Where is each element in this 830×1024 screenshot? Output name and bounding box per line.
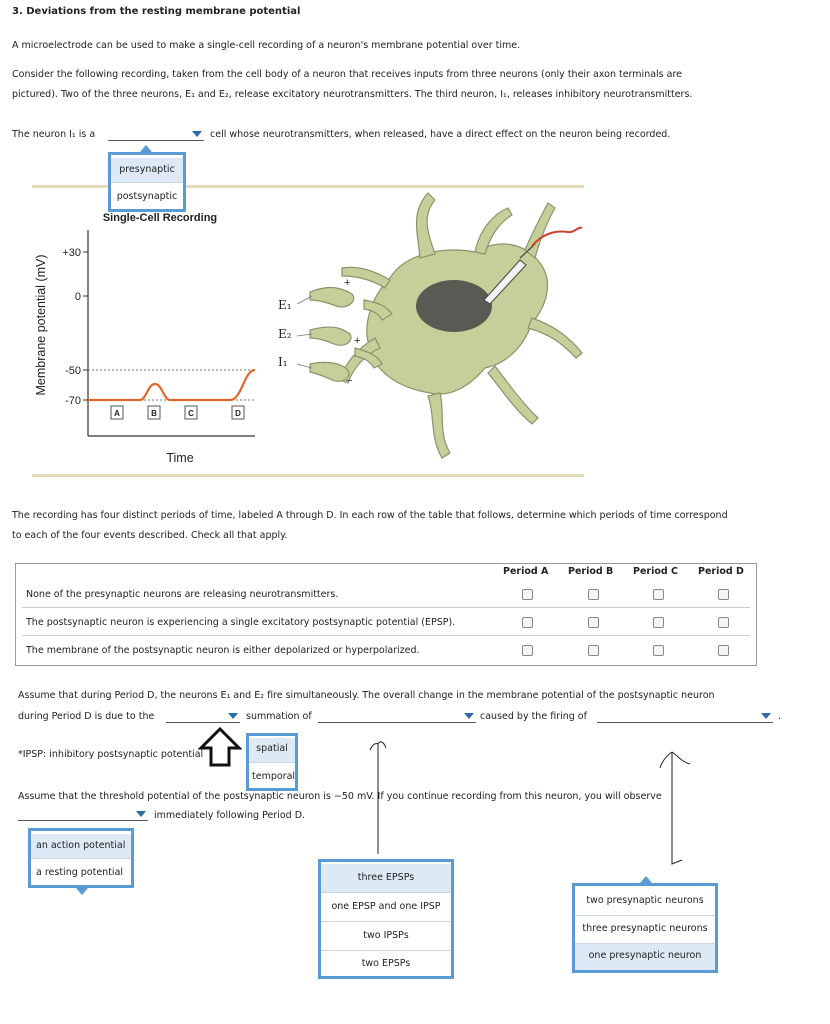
option-spatial[interactable]: [249, 738, 295, 763]
sign-e1: +: [344, 277, 351, 289]
annotation-line-2: [650, 742, 700, 874]
table-header-period-d: Period D: [698, 566, 744, 577]
psp-options-popup: [318, 859, 454, 979]
checkbox-row3-c[interactable]: [653, 645, 664, 656]
row-label: The membrane of the postsynaptic neuron is either depolarized or hyperpolarized.: [26, 645, 420, 656]
q1-popup-caret: [140, 145, 152, 152]
summation-options-popup: [246, 733, 298, 791]
q1-option-presynaptic-label: presynaptic: [119, 164, 175, 175]
q1-suffix: cell whose neurotransmitters, when released, have a direct effect on the neuron being recorded.: [210, 129, 671, 140]
para2-line-2: to each of the four events described. Check all that apply.: [12, 530, 288, 541]
label-e1: E₁: [278, 298, 292, 312]
chevron-down-icon: [761, 713, 771, 719]
x-axis-label: Time: [166, 451, 194, 465]
option-two-epsps[interactable]: [321, 951, 451, 977]
tick-label-30: +30: [62, 247, 81, 259]
q1-option-postsynaptic-label: postsynaptic: [116, 191, 178, 202]
single-cell-recording-chart: [0, 200, 280, 470]
sign-e2: +: [354, 335, 361, 347]
row-label: None of the presynaptic neurons are releasing neurotransmitters.: [26, 589, 339, 600]
checkbox-row1-a[interactable]: [522, 589, 533, 600]
period-table: [15, 563, 757, 666]
divider-bottom: [32, 474, 584, 477]
period-label-d: D: [235, 409, 241, 418]
intro-line-3: pictured). Two of the three neurons, E₁ and E₂, release excitatory neurotransmitters. The third neuron, I₁, releases inhibitory neurotransmitters.: [12, 89, 693, 100]
table-row: [22, 583, 750, 608]
neuron-diagram: [270, 188, 590, 472]
nucleus: [416, 280, 492, 332]
checkbox-row1-d[interactable]: [718, 589, 729, 600]
table-row: [22, 639, 750, 663]
option-resting-potential[interactable]: [31, 861, 131, 885]
chevron-down-icon: [192, 131, 202, 137]
period-label-a: A: [114, 409, 120, 418]
chart-title: Single-Cell Recording: [102, 212, 218, 224]
checkbox-row1-b[interactable]: [588, 589, 599, 600]
tick-label-0: 0: [74, 291, 81, 303]
option-one-presynaptic-neuron[interactable]: [575, 944, 715, 970]
para3-prefix: during Period D is due to the: [18, 711, 155, 722]
chevron-down-icon: [136, 811, 146, 817]
label-i1: I₁: [278, 355, 288, 369]
para3-end: .: [778, 711, 782, 722]
para2-line-1: The recording has four distinct periods of time, labeled A through D. In each row of the table that follows, determine which periods of time correspond: [12, 510, 728, 521]
option-action-potential[interactable]: [31, 834, 131, 859]
table-row: [22, 611, 750, 636]
up-arrow-icon: [198, 726, 242, 768]
period-label-b: B: [151, 409, 157, 418]
psp-dropdown[interactable]: [318, 710, 476, 723]
chevron-down-icon: [228, 713, 238, 719]
para4-line-1: Assume that the threshold potential of the postsynaptic neuron is −50 mV. If you continue recording from this neuron, you will observe: [18, 791, 662, 802]
q1-prefix: The neuron I₁ is a: [12, 129, 96, 140]
checkbox-row2-a[interactable]: [522, 617, 533, 628]
y-axis-label: Membrane potential (mV): [34, 254, 48, 396]
observe-options-popup: [28, 828, 134, 888]
ipsp-note: *IPSP: inhibitory postsynaptic potential: [18, 749, 204, 760]
table-header-period-c: Period C: [633, 566, 678, 577]
option-resting-potential-label: a resting potential: [36, 867, 124, 878]
table-header-period-a: Period A: [503, 566, 549, 577]
checkbox-row3-d[interactable]: [718, 645, 729, 656]
para4-line-2: immediately following Period D.: [154, 810, 306, 821]
q1-options-popup: [108, 152, 186, 212]
checkbox-row1-c[interactable]: [653, 589, 664, 600]
observe-dropdown[interactable]: [18, 808, 148, 821]
neuron-count-dropdown[interactable]: [597, 710, 773, 723]
para3-line-1: Assume that during Period D, the neurons E₁ and E₂ fire simultaneously. The overall change in the membrane potential of the postsynaptic neuron: [18, 690, 715, 701]
chevron-down-icon: [464, 713, 474, 719]
option-two-presynaptic-neurons[interactable]: [575, 888, 715, 916]
q1-option-presynaptic[interactable]: [111, 158, 183, 183]
option-action-potential-label: an action potential: [36, 840, 126, 851]
para3-post: caused by the firing of: [480, 711, 587, 722]
neuron-count-options-popup: [572, 883, 718, 973]
intro-line-2: Consider the following recording, taken from the cell body of a neuron that receives inputs from three neurons (only their axon terminals are: [12, 69, 683, 80]
section-heading: 3. Deviations from the resting membrane potential: [12, 6, 301, 17]
q1-option-postsynaptic[interactable]: [111, 185, 183, 209]
q1-dropdown[interactable]: [108, 128, 204, 141]
option-two-presynaptic-neurons-label: two presynaptic neurons: [586, 895, 704, 906]
option-two-ipsps-label: two IPSPs: [363, 930, 409, 941]
tick-label-neg50: -50: [65, 365, 81, 377]
option-three-presynaptic-neurons-label: three presynaptic neurons: [582, 923, 708, 934]
membrane-trace: [88, 370, 255, 400]
tick-label-neg70: -70: [65, 395, 81, 407]
option-two-ipsps[interactable]: [321, 922, 451, 951]
checkbox-row2-d[interactable]: [718, 617, 729, 628]
option-temporal[interactable]: [249, 765, 295, 789]
checkbox-row3-a[interactable]: [522, 645, 533, 656]
sign-i1: −: [346, 375, 353, 387]
option-one-presynaptic-neuron-label: one presynaptic neuron: [588, 950, 702, 961]
observe-popup-caret: [76, 888, 88, 895]
table-header-period-b: Period B: [568, 566, 614, 577]
checkbox-row3-b[interactable]: [588, 645, 599, 656]
checkbox-row2-b[interactable]: [588, 617, 599, 628]
option-three-presynaptic-neurons[interactable]: [575, 916, 715, 944]
option-three-epsps[interactable]: [321, 864, 451, 893]
option-two-epsps-label: two EPSPs: [361, 958, 411, 969]
label-e2: E₂: [278, 327, 292, 341]
checkbox-row2-c[interactable]: [653, 617, 664, 628]
period-label-c: C: [188, 409, 194, 418]
row-label: The postsynaptic neuron is experiencing a single excitatory postsynaptic potential (EPSP).: [26, 617, 456, 628]
summation-type-dropdown[interactable]: [166, 710, 240, 723]
option-three-epsps-label: three EPSPs: [357, 872, 415, 883]
para3-mid: summation of: [246, 711, 312, 722]
option-temporal-label: temporal: [252, 771, 296, 782]
neuron-count-popup-caret: [640, 876, 652, 883]
intro-line-1: A microelectrode can be used to make a single-cell recording of a neuron's membrane potential over time.: [12, 40, 521, 51]
option-one-epsp-one-ipsp-label: one EPSP and one IPSP: [331, 901, 441, 912]
option-spatial-label: spatial: [256, 743, 288, 754]
option-one-epsp-one-ipsp[interactable]: [321, 893, 451, 922]
